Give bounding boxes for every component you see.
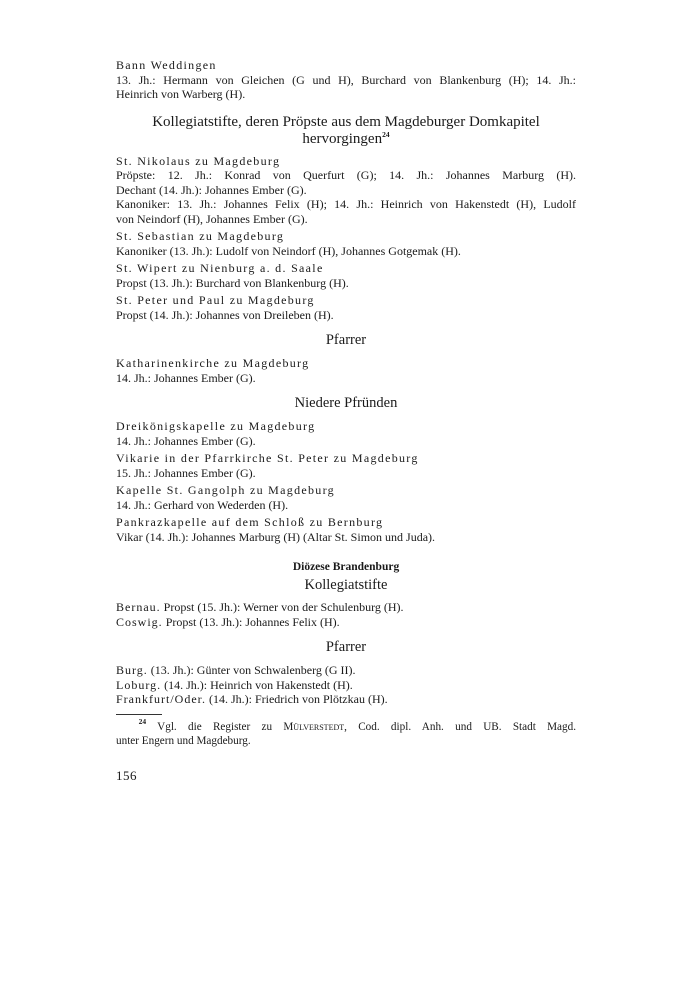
section-title-dioezese-brandenburg: Diözese Brandenburg bbox=[292, 561, 400, 573]
entry-text: (14. Jh.): Friedrich von Plötzkau (H). bbox=[205, 692, 388, 706]
section-heading-vikarie: Vikarie in der Pfarrkirche St. Peter zu Magdeburg bbox=[116, 451, 419, 465]
text-line: Heinrich von Warberg (H). bbox=[116, 87, 246, 101]
text-line: Dechant (14. Jh.): Johannes Ember (G). bbox=[116, 182, 307, 197]
entry-text: Propst (15. Jh.): Werner von der Schulenburg (H). bbox=[160, 600, 404, 614]
footnote-marker: 24 bbox=[382, 129, 390, 139]
footnote-line-2: unter Engern und Magdeburg. bbox=[116, 734, 251, 747]
footnote-divider bbox=[116, 714, 162, 715]
text-line: 13. Jh.: Hermann von Gleichen (G und H), Burchard von Blankenburg (H); 14. Jh.: bbox=[116, 72, 576, 87]
place-name: Coswig. bbox=[116, 614, 163, 629]
text-line: 14. Jh.: Johannes Ember (G). bbox=[116, 370, 256, 385]
section-heading-wipert: St. Wipert zu Nienburg a. d. Saale bbox=[116, 261, 324, 275]
section-heading-nikolaus: St. Nikolaus zu Magdeburg bbox=[116, 153, 281, 168]
footnote-number: 24 bbox=[138, 716, 147, 726]
text-line: von Neindorf (H), Johannes Ember (G). bbox=[116, 211, 308, 226]
place-name: Frankfurt/Oder. bbox=[116, 692, 206, 706]
footnote-author: Mülverstedt bbox=[283, 720, 345, 733]
section-title-pfarrer: Pfarrer bbox=[325, 332, 367, 348]
section-heading-gangolph: Kapelle St. Gangolph zu Magdeburg bbox=[116, 483, 335, 497]
section-title-kollegiatstifte-magdeburg bbox=[116, 114, 576, 148]
entry-burg bbox=[116, 663, 576, 678]
section-title-niedere-pfruenden: Niedere Pfründen bbox=[294, 395, 398, 411]
footnote-text: , Cod. dipl. Anh. und UB. Stadt Magd. bbox=[344, 720, 576, 733]
section-heading-katharinen: Katharinenkirche zu Magdeburg bbox=[116, 356, 310, 370]
text-line: 14. Jh.: Johannes Ember (G). bbox=[116, 433, 256, 448]
entry-coswig bbox=[116, 615, 576, 630]
entry-loburg bbox=[116, 678, 576, 693]
footnote-text: Vgl. die Register zu bbox=[146, 720, 284, 733]
section-title-pfarrer-brandenburg: Pfarrer bbox=[325, 639, 367, 655]
title-line-2: hervorgingen bbox=[302, 130, 383, 147]
section-heading-pankraz: Pankrazkapelle auf dem Schloß zu Bernburg bbox=[116, 515, 384, 529]
text-line: 15. Jh.: Johannes Ember (G). bbox=[116, 465, 256, 480]
entry-frankfurt-oder bbox=[116, 692, 576, 707]
section-heading-peter-paul: St. Peter und Paul zu Magdeburg bbox=[116, 293, 315, 307]
title-line-1: Kollegiatstifte, deren Pröpste aus dem Magdeburger Domkapitel bbox=[152, 113, 540, 130]
entry-text: (13. Jh.): Günter von Schwalenberg (G II). bbox=[147, 663, 356, 677]
text-line: Propst (13. Jh.): Burchard von Blankenburg (H). bbox=[116, 275, 349, 290]
text-line: 14. Jh.: Gerhard von Wederden (H). bbox=[116, 497, 289, 512]
section-title-kollegiatstifte-brandenburg: Kollegiatstifte bbox=[304, 577, 388, 593]
section-heading-bann-weddingen: Bann Weddingen bbox=[116, 58, 217, 72]
entry-bernau bbox=[116, 600, 576, 615]
entry-text: (14. Jh.): Heinrich von Hakenstedt (H). bbox=[161, 677, 353, 692]
text-line: Pröpste: 12. Jh.: Konrad von Querfurt (G); 14. Jh.: Johannes Marburg (H). bbox=[116, 168, 576, 182]
footnote bbox=[116, 716, 576, 748]
page-content bbox=[116, 58, 576, 784]
text-line: Kanoniker (13. Jh.): Ludolf von Neindorf (H), Johannes Gotgemak (H). bbox=[116, 243, 461, 258]
text-line: Propst (14. Jh.): Johannes von Dreileben (H). bbox=[116, 307, 334, 322]
section-heading-sebastian: St. Sebastian zu Magdeburg bbox=[116, 229, 285, 243]
section-heading-dreikoenig: Dreikönigskapelle zu Magdeburg bbox=[116, 419, 316, 433]
place-name: Bernau. bbox=[116, 600, 161, 614]
place-name: Burg. bbox=[116, 663, 148, 677]
place-name: Loburg. bbox=[116, 677, 162, 692]
footnote-line-1 bbox=[116, 716, 576, 734]
text-line: Kanoniker: 13. Jh.: Johannes Felix (H); 14. Jh.: Heinrich von Hakenstedt (H), Ludolf bbox=[116, 197, 576, 211]
entry-text: Propst (13. Jh.): Johannes Felix (H). bbox=[162, 614, 340, 629]
text-line: Vikar (14. Jh.): Johannes Marburg (H) (Altar St. Simon und Juda). bbox=[116, 529, 436, 544]
page-number: 156 bbox=[116, 767, 137, 783]
